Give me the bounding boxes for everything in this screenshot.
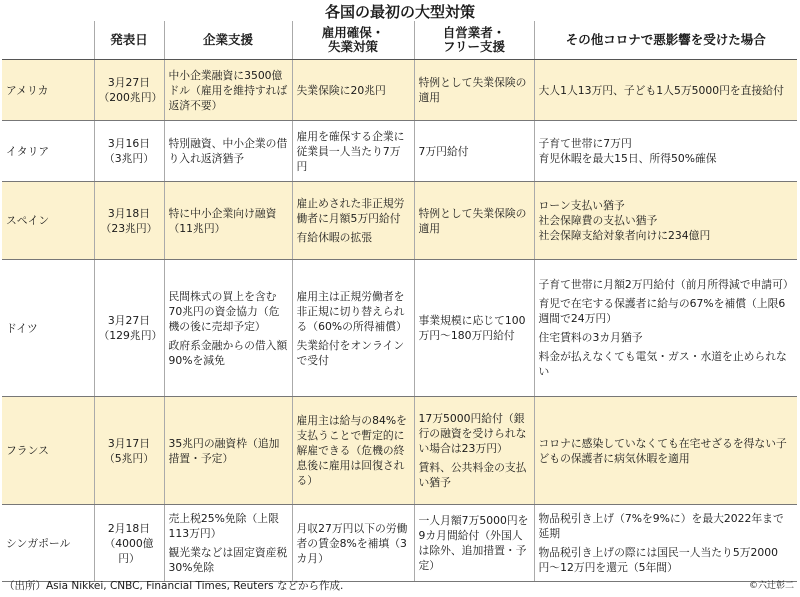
corporate-cell — [164, 60, 292, 121]
selfemployed-cell — [414, 397, 534, 505]
country-cell: イタリア — [2, 121, 94, 182]
corporate-text: 特別融資、中小企業の借り入れ返済猶予 — [168, 137, 288, 165]
selfemployed-cell — [414, 260, 534, 397]
employment-text: 有給休暇の拡張 — [296, 231, 373, 244]
corporate-text: 特に中小企業向け融資（11兆円） — [168, 206, 277, 235]
selfemployed-cell — [414, 60, 534, 121]
date-cell — [94, 182, 164, 260]
other-cell — [534, 397, 797, 505]
corporate-cell — [164, 121, 292, 182]
employment-cell — [292, 505, 414, 582]
country-cell: シンガポール — [2, 505, 94, 582]
employment-text: 失業保険に20兆円 — [296, 83, 386, 97]
header-country — [2, 21, 94, 60]
other-text: 物品税引き上げ（7%を9%に）を最大2022年まで延期 — [538, 512, 784, 540]
date-text: 3月16日 （3兆円） — [103, 137, 155, 165]
date-cell — [94, 260, 164, 397]
employment-text: 雇用主は正規労働者を非正規に切り替えられる（60%の所得補償） — [296, 289, 407, 333]
other-text: 大人1人13万円、子ども1人5万5000円を直接給付 — [538, 83, 784, 97]
source-note: （出所）Asia Nikkei, CNBC, Financial Times, Reuters などから作成. — [4, 580, 344, 592]
corporate-cell — [164, 182, 292, 260]
corporate-text: 35兆円の融資枠（追加措置・予定） — [168, 436, 280, 465]
corporate-cell — [164, 505, 292, 582]
corporate-text: 民間株式の買上を含む70兆円の資金協力（危機の後に売却予定） — [168, 289, 280, 333]
date-text: 3月18日 （23兆円） — [100, 206, 158, 235]
date-cell — [94, 397, 164, 505]
country-cell: アメリカ — [2, 60, 94, 121]
table-row — [2, 505, 797, 582]
selfemployed-cell — [414, 121, 534, 182]
employment-text: 月収27万円以下の労働者の賃金8%を補填（3カ月） — [296, 521, 408, 565]
header-other: その他コロナで悪影響を受けた場合 — [534, 21, 797, 60]
other-cell — [534, 505, 797, 582]
selfemployed-text: 7万円給付 — [418, 144, 469, 158]
corporate-text: 中小企業融資に3500億ドル（雇用を維持すれば返済不要） — [168, 68, 288, 112]
country-cell: ドイツ — [2, 260, 94, 397]
other-text: コロナに感染していなくても在宅せざるを得ない子どもの保護者に病気休暇を適用 — [538, 436, 787, 465]
other-text: 子育て世帯に7万円 育児休暇を最大15日、所得50%確保 — [538, 137, 717, 165]
corporate-cell — [164, 260, 292, 397]
table-title: 各国の最初の大型対策 — [324, 3, 475, 21]
other-cell — [534, 121, 797, 182]
other-text: 住宅賃料の3カ月猶予 — [538, 331, 643, 344]
employment-text: 失業給付をオンラインで受付 — [296, 338, 405, 367]
other-text: 料金が払えなくても電気・ガス・水道を止められない — [538, 350, 787, 378]
corporate-text: 売上税25%免除（上限113万円） — [168, 512, 279, 540]
date-text: 2月18日 （4000億円） — [104, 521, 154, 565]
date-text: 3月17日 （5兆円） — [103, 436, 155, 465]
selfemployed-cell — [414, 505, 534, 582]
other-cell — [534, 182, 797, 260]
date-cell — [94, 505, 164, 582]
header-date: 発表日 — [94, 21, 164, 60]
selfemployed-text: 17万5000円給付（銀行の融資を受けられない場合は23万円） — [418, 412, 527, 455]
author-credit: ©六辻彰二 — [748, 581, 794, 591]
selfemployed-text: 一人月額7万5000円を9カ月間給付（外国人は除外、追加措置・予定） — [418, 514, 529, 572]
date-text: 3月27日 （200兆円） — [98, 76, 163, 104]
selfemployed-text: 賃料、公共料金の支払い猶予 — [418, 461, 527, 489]
corporate-text: 政府系金融からの借入額90%を減免 — [168, 338, 288, 367]
corporate-text: 観光業などは固定資産税30%免除 — [168, 546, 288, 574]
selfemployed-text: 事業規模に応じて100万円〜180万円給付 — [418, 314, 526, 342]
other-cell — [534, 60, 797, 121]
employment-text: 雇止めされた非正規労働者に月額5万円給付 — [296, 197, 405, 225]
selfemployed-cell — [414, 182, 534, 260]
header-employment: 雇用確保・ 失業対策 — [292, 21, 414, 60]
employment-cell — [292, 60, 414, 121]
header-selfemployed: 自営業者・ フリー支援 — [414, 21, 534, 60]
header-row — [2, 21, 797, 60]
corporate-cell — [164, 397, 292, 505]
selfemployed-text: 特例として失業保険の適用 — [418, 76, 527, 104]
other-text: 育児で在宅する保護者に給与の67%を補償（上限6週間で24万円） — [538, 297, 786, 325]
other-cell — [534, 260, 797, 397]
date-cell — [94, 60, 164, 121]
employment-cell — [292, 397, 414, 505]
employment-cell — [292, 260, 414, 397]
header-corporate: 企業支援 — [164, 21, 292, 60]
table-row — [2, 397, 797, 505]
table-row — [2, 121, 797, 182]
other-text: 子育て世帯に月額2万円給付（前月所得減で申請可） — [538, 278, 794, 291]
employment-cell — [292, 121, 414, 182]
date-cell — [94, 121, 164, 182]
measures-table — [2, 21, 797, 582]
selfemployed-text: 特例として失業保険の適用 — [418, 206, 527, 235]
country-cell: スペイン — [2, 182, 94, 260]
table-row — [2, 260, 797, 397]
employment-cell — [292, 182, 414, 260]
country-cell: フランス — [2, 397, 94, 505]
employment-text: 雇用主は給与の84%を支払うことで暫定的に解雇できる（危機の終息後に雇用は回復される） — [296, 414, 407, 487]
other-text: ローン支払い猶予 社会保障費の支払い猶予 社会保障支給対象者向けに234億円 — [538, 199, 711, 242]
other-text: 物品税引き上げの際には国民一人当たり5万2000円〜12万円を還元（5年間） — [538, 546, 778, 574]
employment-text: 雇用を確保する企業に従業員一人当たり7万円 — [296, 129, 405, 173]
table-row — [2, 182, 797, 260]
table-row — [2, 60, 797, 121]
date-text: 3月27日 （129兆円） — [98, 314, 163, 342]
